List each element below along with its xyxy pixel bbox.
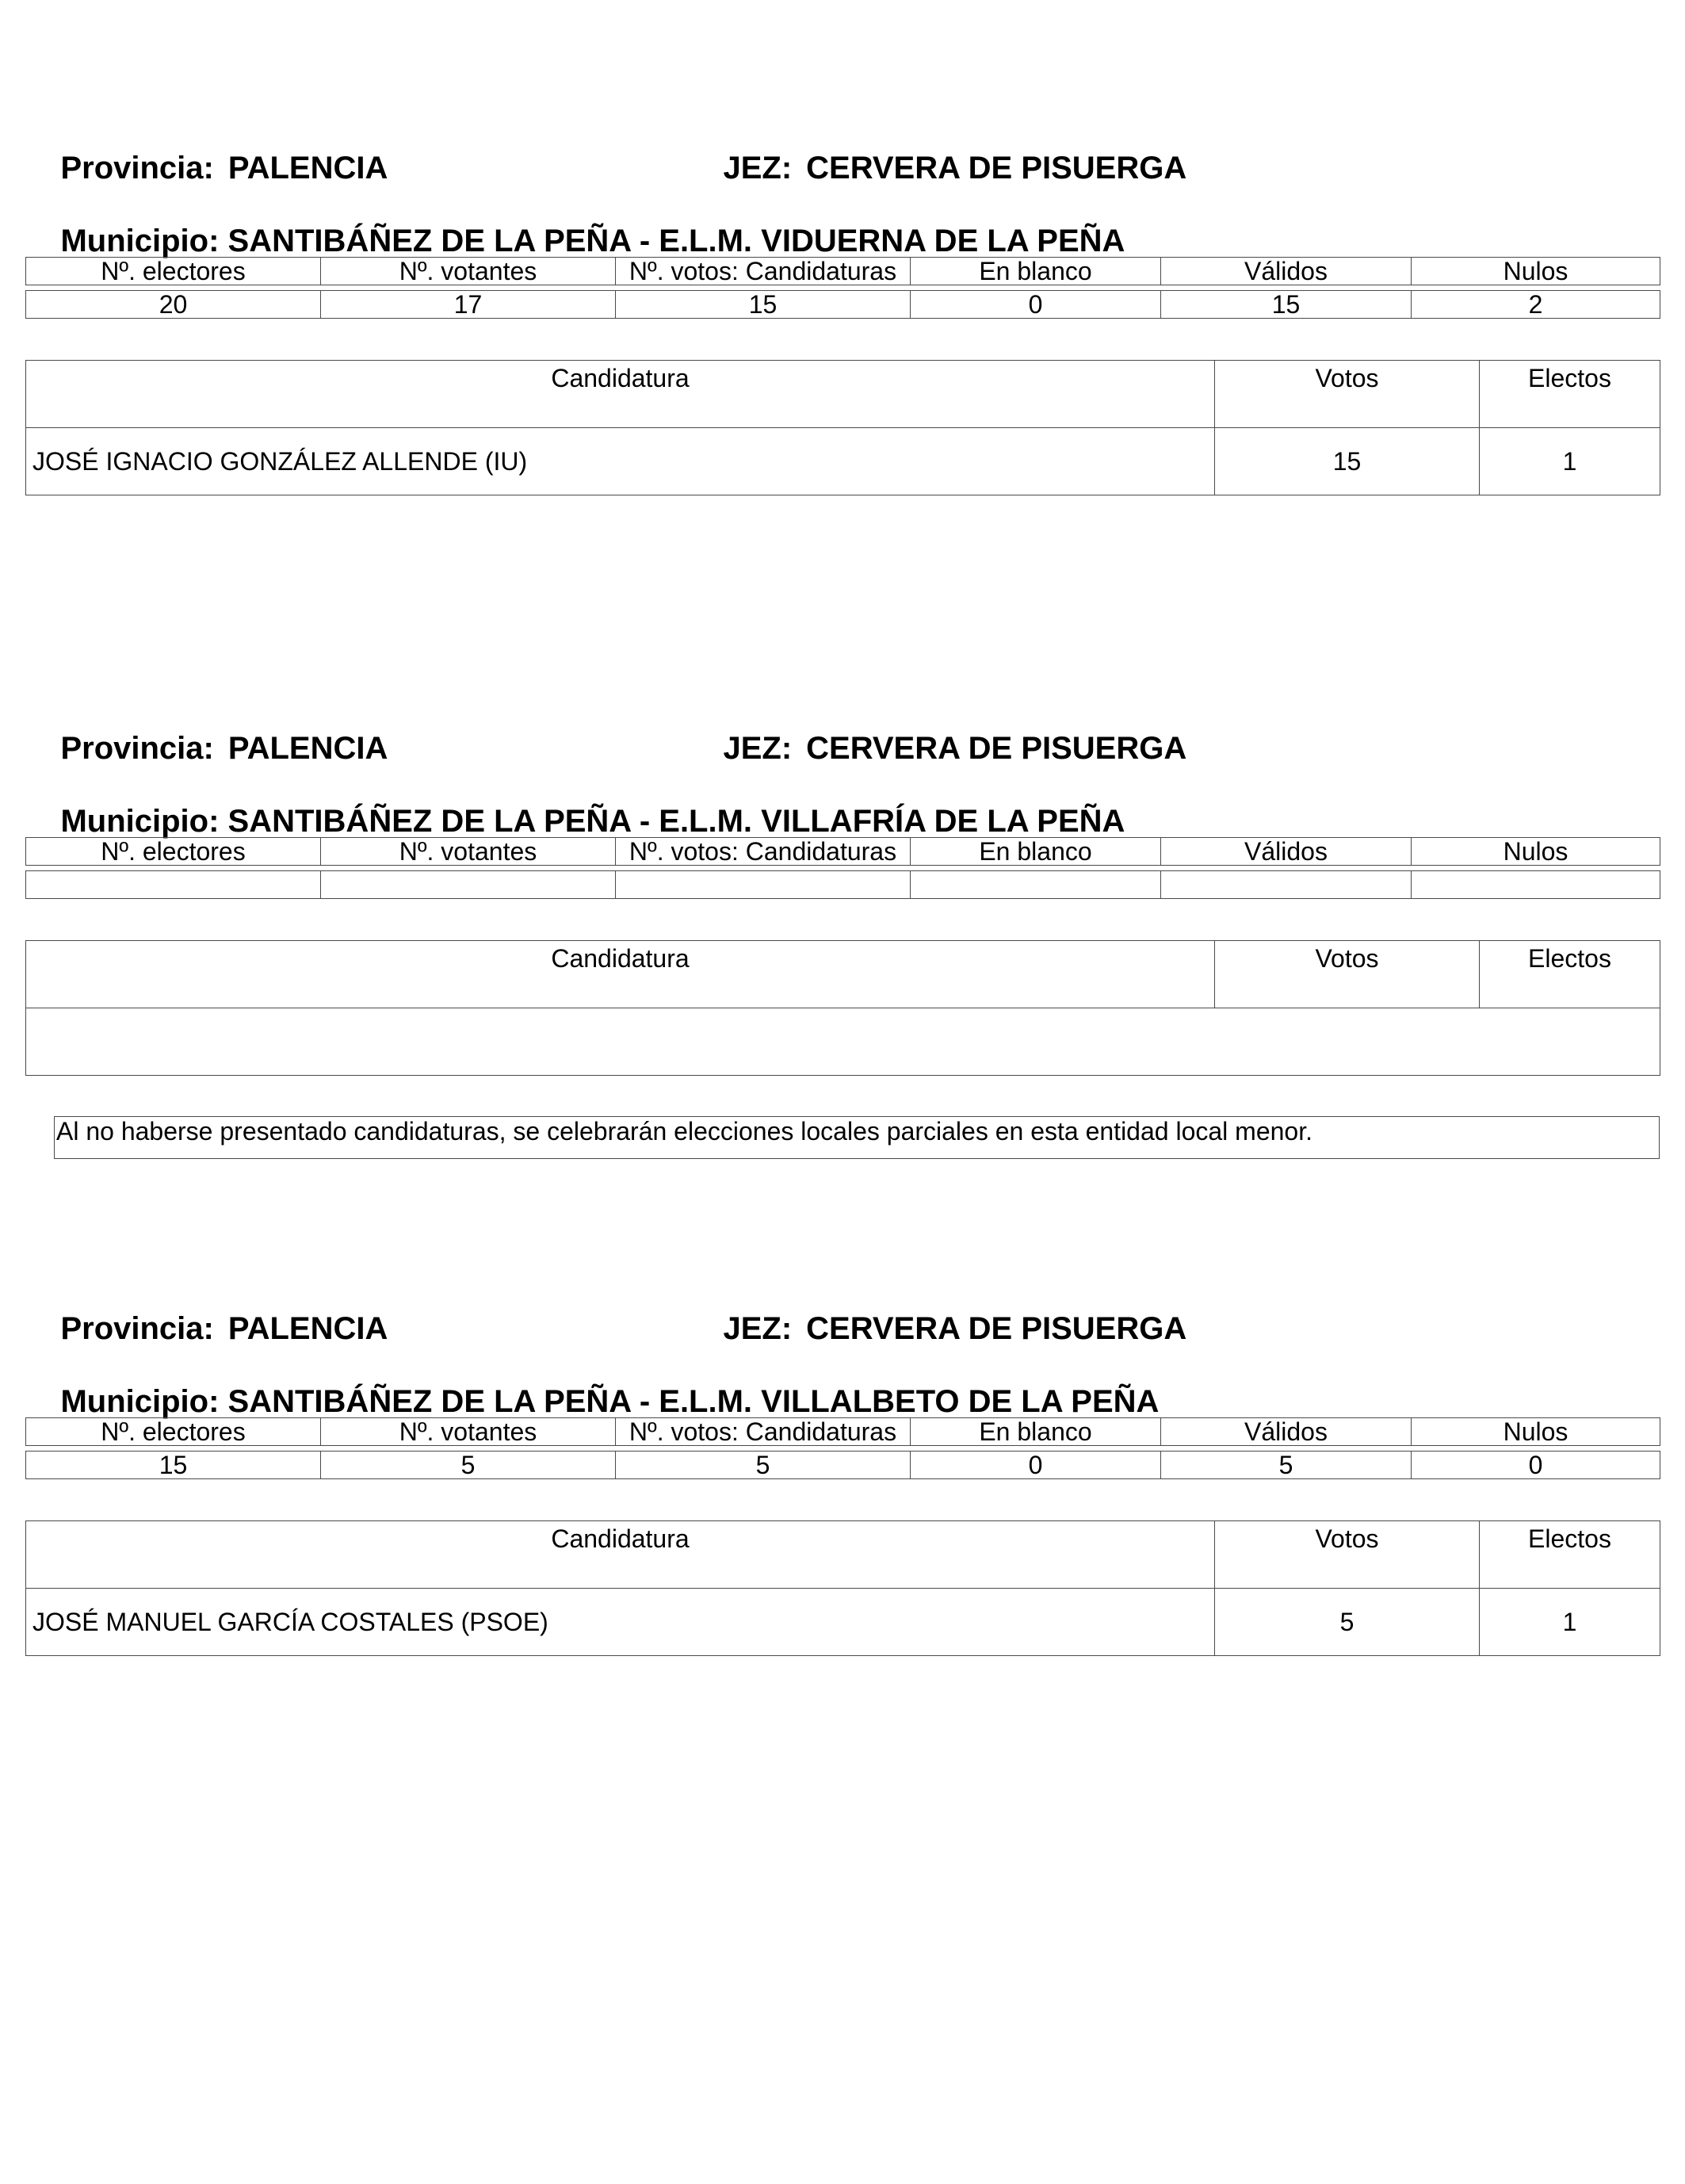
candidate-name: JOSÉ MANUEL GARCÍA COSTALES (PSOE) [26, 1589, 1215, 1656]
stats-value-en-blanco: 0 [911, 291, 1161, 319]
stats-header-validos: Válidos [1161, 258, 1412, 285]
stats-value-en-blanco [911, 871, 1161, 899]
stats-header-votantes: Nº. votantes [321, 838, 616, 866]
candidates-header-electos: Electos [1480, 1521, 1660, 1589]
jez-label: JEZ: [723, 1311, 793, 1346]
stats-value-votos-candidaturas: 5 [616, 1452, 911, 1479]
provincia-label: Provincia: [60, 151, 214, 186]
stats-header-row [26, 258, 1660, 285]
stats-header-en-blanco: En blanco [911, 1418, 1161, 1446]
election-section-1 [25, 111, 1660, 499]
jez-value: CERVERA DE PISUERGA [806, 1311, 1187, 1346]
municipio-label: Municipio: [60, 1384, 220, 1419]
candidates-header-votos: Votos [1215, 361, 1480, 428]
stats-header-votantes: Nº. votantes [321, 258, 616, 285]
municipio-value: SANTIBÁÑEZ DE LA PEÑA - E.L.M. VILLALBETO DE LA PEÑA [227, 1384, 1160, 1419]
candidate-electos: 1 [1480, 1589, 1660, 1656]
candidates-header-row [26, 941, 1660, 1008]
stats-header-votantes: Nº. votantes [321, 1418, 616, 1446]
stats-header-nulos: Nulos [1412, 838, 1660, 866]
stats-header-electores: Nº. electores [26, 258, 321, 285]
stats-value-votos-candidaturas [616, 871, 911, 899]
candidates-header-electos: Electos [1480, 941, 1660, 1008]
stats-header-electores: Nº. electores [26, 838, 321, 866]
candidate-row-empty [26, 1008, 1660, 1076]
jez-value: CERVERA DE PISUERGA [806, 731, 1187, 766]
stats-header-validos: Válidos [1161, 1418, 1412, 1446]
candidates-header-row [26, 1521, 1660, 1589]
stats-value-votantes: 17 [321, 291, 616, 319]
stats-header-votos-candidaturas: Nº. votos: Candidaturas [616, 838, 911, 866]
stats-value-en-blanco: 0 [911, 1452, 1161, 1479]
candidate-row [26, 428, 1660, 495]
stats-header-row [26, 1418, 1660, 1446]
stats-value-electores [26, 871, 321, 899]
stats-header-en-blanco: En blanco [911, 838, 1161, 866]
stats-value-validos: 15 [1161, 291, 1412, 319]
stats-table [25, 257, 1660, 319]
municipio-value: SANTIBÁÑEZ DE LA PEÑA - E.L.M. VILLAFRÍA DE LA PEÑA [227, 804, 1125, 839]
stats-value-electores: 20 [26, 291, 321, 319]
election-section-3 [25, 1272, 1660, 1660]
stats-header-validos: Válidos [1161, 838, 1412, 866]
candidate-name: JOSÉ IGNACIO GONZÁLEZ ALLENDE (IU) [26, 428, 1215, 495]
jez-value: CERVERA DE PISUERGA [806, 151, 1187, 186]
stats-value-row [26, 871, 1660, 899]
candidate-votos: 15 [1215, 428, 1480, 495]
stats-value-validos: 5 [1161, 1452, 1412, 1479]
provincia-value: PALENCIA [227, 151, 388, 186]
stats-value-votantes: 5 [321, 1452, 616, 1479]
candidates-header-electos: Electos [1480, 361, 1660, 428]
municipio-label: Municipio: [60, 224, 220, 258]
municipio-label: Municipio: [60, 804, 220, 839]
stats-value-votos-candidaturas: 15 [616, 291, 911, 319]
stats-value-nulos: 2 [1412, 291, 1660, 319]
stats-gap [26, 866, 1660, 871]
stats-value-validos [1161, 871, 1412, 899]
candidates-table [25, 360, 1660, 495]
stats-value-electores: 15 [26, 1452, 321, 1479]
stats-header-electores: Nº. electores [26, 1418, 321, 1446]
stats-value-votantes [321, 871, 616, 899]
stats-value-row [26, 1452, 1660, 1479]
stats-value-nulos: 0 [1412, 1452, 1660, 1479]
municipio-value: SANTIBÁÑEZ DE LA PEÑA - E.L.M. VIDUERNA DE LA PEÑA [227, 224, 1125, 258]
stats-gap [26, 285, 1660, 291]
stats-table [25, 1417, 1660, 1479]
election-section-2 [25, 691, 1660, 1167]
candidates-header-row [26, 361, 1660, 428]
no-candidates-note: Al no haberse presentado candidaturas, se celebrarán elecciones locales parciales en esta entidad local menor. [54, 1116, 1660, 1159]
candidates-header-candidatura: Candidatura [26, 1521, 1215, 1589]
jez-label: JEZ: [723, 151, 793, 186]
stats-header-votos-candidaturas: Nº. votos: Candidaturas [616, 258, 911, 285]
stats-header-nulos: Nulos [1412, 258, 1660, 285]
stats-header-nulos: Nulos [1412, 1418, 1660, 1446]
candidate-electos: 1 [1480, 428, 1660, 495]
candidates-header-votos: Votos [1215, 1521, 1480, 1589]
candidates-header-candidatura: Candidatura [26, 941, 1215, 1008]
stats-table [25, 837, 1660, 899]
stats-header-en-blanco: En blanco [911, 258, 1161, 285]
stats-value-row [26, 291, 1660, 319]
stats-value-nulos [1412, 871, 1660, 899]
candidate-votos: 5 [1215, 1589, 1480, 1656]
jez-label: JEZ: [723, 731, 793, 766]
provincia-label: Provincia: [60, 731, 214, 766]
candidate-empty-cell [26, 1008, 1660, 1076]
provincia-value: PALENCIA [227, 1311, 388, 1346]
candidates-table [25, 940, 1660, 1076]
stats-gap [26, 1446, 1660, 1452]
candidates-table [25, 1520, 1660, 1656]
provincia-value: PALENCIA [227, 731, 388, 766]
candidate-row [26, 1589, 1660, 1656]
stats-header-votos-candidaturas: Nº. votos: Candidaturas [616, 1418, 911, 1446]
candidates-header-votos: Votos [1215, 941, 1480, 1008]
provincia-label: Provincia: [60, 1311, 214, 1346]
candidates-header-candidatura: Candidatura [26, 361, 1215, 428]
stats-header-row [26, 838, 1660, 866]
